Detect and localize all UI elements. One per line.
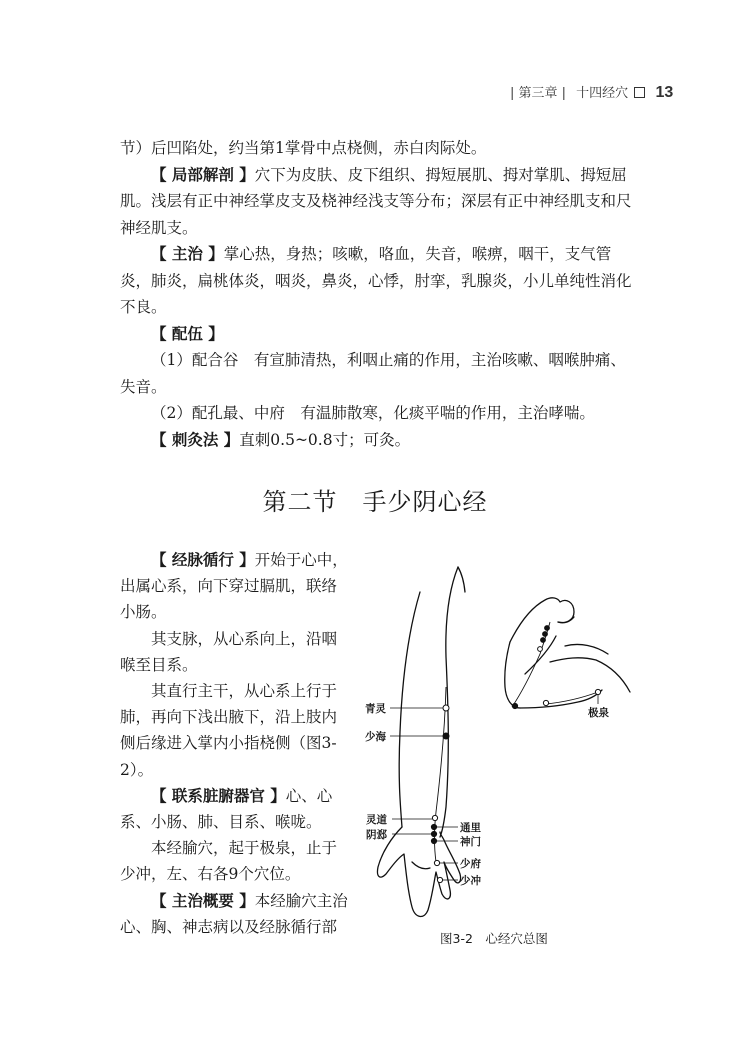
summary-heading: 【 主治概要 】 (151, 891, 255, 910)
arm-outline-right (440, 567, 458, 837)
paragraph-branch: 其支脉，从心系向上，沿咽喉至目系。 (120, 629, 338, 674)
anatomy-heading: 【 局部解剖 】 (151, 165, 255, 184)
indication-heading: 【 主治 】 (151, 245, 224, 263)
section-title: 第二节 手少阴心经 (262, 488, 488, 516)
chapter-label: | 第三章 | (510, 86, 567, 101)
label-jiquan: 极泉 (588, 707, 609, 719)
method-text: 直刺0.5~0.8寸；可灸。 (239, 430, 411, 449)
square-ornament-icon (634, 87, 645, 98)
label-lingdao: 灵道 (366, 814, 387, 826)
inset-point-jiquan (595, 689, 600, 694)
inset-point-6 (543, 700, 548, 705)
page-number: 13 (655, 84, 674, 101)
inset-forearm-top (510, 598, 574, 642)
lower-column-text (120, 547, 352, 940)
point-shenmen (431, 838, 436, 843)
paragraph-course (120, 547, 352, 626)
figure-caption: 图3-2 心经穴总图 (440, 931, 548, 946)
heart-meridian-figure (360, 562, 650, 952)
inset-point-2 (543, 632, 548, 637)
summary-text: 本经腧穴主治心、胸、神志病以及经脉循行部 (120, 891, 348, 936)
paragraph-main: 其直行主干，从心系上行于肺，再向下浅出腋下，沿上肢内侧后缘进入掌内小指桡侧（图3-2）。 (120, 682, 338, 779)
inset-shoulder (565, 644, 608, 654)
organs-text: 心、心系、小肠、肺、目系、喉咙。 (120, 786, 333, 832)
inset-point-4 (538, 647, 543, 652)
shoulder-line (458, 567, 465, 592)
inset-point-5 (512, 703, 517, 708)
point-shaohai (443, 733, 449, 739)
paragraph-pairing (120, 321, 640, 348)
point-yinxi (431, 831, 436, 836)
anatomy-text: 穴下为皮肤、皮下组织、拇短展肌、拇对掌肌、拇短屈肌。浅层有正中神经掌皮支及桡神经浅支等分布；深层有正中神经肌支和尺神经肌支。 (120, 165, 632, 237)
pairing-item-1: （1）配合谷 有宣肺清热，利咽止痛的作用，主治咳嗽、咽喉肿痛、失音。 (120, 351, 626, 396)
pairing-item-2: （2）配孔最、中府 有温肺散寒，化痰平喘的作用，主治哮喘。 (151, 404, 595, 422)
paragraph-anatomy (120, 162, 640, 242)
organs-heading: 【 联系脏腑器官 】 (151, 786, 286, 805)
inset-inner-arm (525, 636, 556, 674)
inset-point-3 (541, 638, 546, 643)
point-qingling (443, 705, 449, 711)
label-shaochong: 少冲 (460, 875, 481, 887)
paragraph-indication (120, 241, 640, 321)
paragraph-summary (120, 888, 352, 940)
pairing-heading: 【 配伍 】 (151, 324, 224, 343)
course-heading: 【 经脉循行 】 (151, 551, 255, 569)
point-tongli (431, 824, 436, 829)
course-text: 开始于心中，出属心系，向下穿过膈肌，联络小肠。 (120, 551, 348, 622)
chapter-title: 十四经穴 (576, 86, 629, 101)
running-header (510, 82, 673, 102)
paragraph-points: 本经腧穴，起于极泉，止于少冲，左、右各9个穴位。 (120, 839, 338, 884)
finger-crease (412, 862, 430, 869)
label-shaohai: 少海 (365, 731, 386, 743)
point-shaochong (437, 877, 442, 882)
point-lingdao (432, 815, 437, 820)
label-shenmen: 神门 (460, 836, 481, 848)
paragraph-organs (120, 783, 352, 835)
indication-text: 掌心热，身热；咳嗽，咯血，失音，喉痹，咽干，支气管炎，肺炎，扁桃体炎，咽炎，鼻炎，心悸，肘挛，乳腺炎，小儿单纯性消化不良。 (120, 245, 632, 316)
paragraph-method (120, 427, 640, 454)
point-shaofu (434, 860, 439, 865)
arm-outline-left (399, 592, 420, 827)
label-tongli: 通里 (460, 822, 481, 834)
upper-body-text (120, 135, 640, 453)
inset-point-1 (545, 626, 550, 631)
label-shaofu: 少府 (460, 858, 481, 870)
arm-illustration (360, 562, 650, 932)
paragraph-location: 节）后凹陷处，约当第1掌骨中点桡侧，赤白肉际处。 (120, 139, 487, 157)
inset-armpit (550, 658, 630, 692)
hand-outline (377, 827, 460, 916)
method-heading: 【 刺灸法 】 (151, 430, 240, 449)
label-yinxi: 阴郄 (366, 829, 387, 841)
label-qingling: 青灵 (365, 703, 386, 715)
